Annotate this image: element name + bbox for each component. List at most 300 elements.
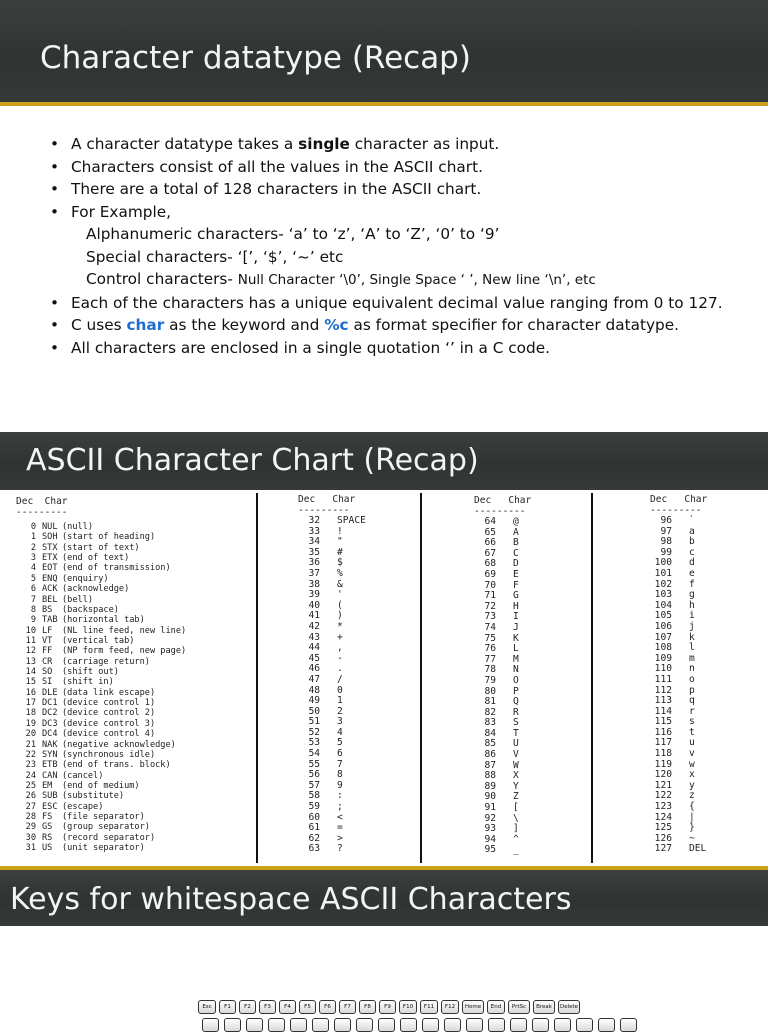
ascii-dec: 84	[484, 727, 496, 739]
ascii-char: ~	[689, 832, 695, 844]
ascii-row	[650, 844, 707, 855]
ascii-dec: 85	[484, 738, 496, 750]
ascii-dec: 38	[308, 578, 320, 590]
key-row2	[334, 1018, 351, 1032]
ascii-row	[474, 771, 531, 782]
key-row2	[312, 1018, 329, 1032]
ascii-char: P	[513, 685, 519, 697]
ascii-dec: 18	[25, 708, 36, 719]
ascii-char: |	[689, 811, 695, 823]
key-row2	[444, 1018, 461, 1032]
ascii-dec: 39	[308, 589, 320, 601]
ascii-dec: 15	[25, 677, 36, 688]
slide1-title: Character datatype (Recap)	[40, 40, 471, 76]
ascii-desc: (shift in)	[62, 677, 114, 688]
ascii-row	[16, 553, 186, 563]
ascii-dec: 3	[30, 553, 36, 564]
ascii-char: !	[337, 525, 343, 537]
ascii-row	[474, 581, 531, 592]
ascii-char: {	[689, 801, 695, 813]
slide2-title-bar	[0, 432, 768, 490]
ascii-abbr: NUL	[42, 522, 58, 532]
key-row2	[620, 1018, 637, 1032]
ascii-dec: 50	[308, 705, 320, 717]
ascii-rows	[298, 516, 366, 855]
ascii-char: F	[513, 579, 519, 591]
ascii-column-64-95	[474, 495, 531, 856]
ascii-dec: 12	[25, 646, 36, 657]
ascii-desc: (device control 4)	[62, 729, 156, 740]
key-f3: F3	[259, 1000, 276, 1014]
ascii-row	[474, 676, 531, 687]
ascii-char: Y	[513, 780, 519, 792]
ascii-row	[474, 845, 531, 856]
ascii-dec: 113	[654, 695, 672, 707]
ascii-dec: 64	[484, 516, 496, 527]
ascii-abbr: US	[42, 843, 53, 854]
ascii-char: *	[337, 620, 343, 632]
ascii-dec: 103	[654, 589, 672, 601]
ascii-dec: 1	[30, 532, 36, 543]
ascii-row	[474, 835, 531, 846]
header-separator: ---------	[16, 507, 68, 518]
ascii-abbr: DC1	[42, 698, 58, 709]
ascii-dec: 47	[308, 673, 320, 685]
key-esc: Esc	[198, 1000, 216, 1014]
ascii-row	[650, 537, 707, 548]
ascii-char: 7	[337, 758, 343, 770]
ascii-char: X	[513, 770, 519, 782]
header-char: Char	[508, 495, 532, 506]
ascii-dec: 28	[25, 812, 36, 823]
ascii-row	[474, 708, 531, 719]
ascii-dec: 95	[484, 844, 496, 856]
ascii-dec: 114	[654, 705, 672, 717]
ascii-dec: 102	[654, 578, 672, 590]
ascii-abbr: SI	[42, 677, 53, 688]
ascii-char: u	[689, 737, 695, 749]
ascii-column-96-127	[650, 494, 707, 855]
ascii-dec: 86	[484, 749, 496, 761]
ascii-char: %	[337, 567, 343, 579]
sub-bullet-alphanumeric: Alphanumeric characters- ‘a’ to ‘z’, ‘A’ to ‘Z’, ‘0’ to ‘9’	[86, 225, 500, 243]
sub-bullet-control	[50, 268, 760, 292]
ascii-dec: 72	[484, 600, 496, 612]
ascii-char: [	[513, 802, 519, 814]
key-delete: Delete	[558, 1000, 580, 1014]
bullet-3: • There are a total of 128 characters in the ASCII chart.	[50, 178, 760, 201]
sub-bullet-control-label: Control characters-	[86, 270, 238, 288]
ascii-dec: 57	[308, 779, 320, 791]
ascii-dec: 40	[308, 599, 320, 611]
ascii-desc: (file separator)	[62, 812, 145, 823]
ascii-row	[474, 602, 531, 613]
ascii-char: 0	[337, 684, 343, 696]
ascii-dec: 88	[484, 770, 496, 782]
header-char: Char	[332, 494, 356, 505]
ascii-row	[16, 740, 186, 750]
ascii-dec: 111	[654, 673, 672, 685]
ascii-desc: (record separator)	[62, 832, 156, 843]
ascii-row	[16, 532, 186, 542]
sub-bullet-special: Special characters- ‘[’, ‘$’, ‘~’ etc	[86, 247, 344, 266]
ascii-desc: (NP form feed, new page)	[62, 646, 187, 657]
ascii-dec: 123	[654, 801, 672, 813]
ascii-char: }	[689, 822, 695, 834]
ascii-abbr: DC2	[42, 708, 58, 719]
ascii-desc: (horizontal tab)	[62, 615, 145, 626]
ascii-abbr: GS	[42, 822, 53, 833]
key-row2	[576, 1018, 593, 1032]
ascii-dec: 22	[25, 749, 36, 760]
ascii-row	[16, 708, 186, 718]
slide1-title-bar	[0, 0, 768, 106]
key-row2	[554, 1018, 571, 1032]
ascii-dec: 43	[308, 631, 320, 643]
key-row2	[488, 1018, 505, 1032]
ascii-row	[474, 729, 531, 740]
bullet-1-bold: single	[298, 135, 350, 153]
ascii-abbr: CAN	[42, 770, 58, 781]
ascii-dec: 68	[484, 558, 496, 570]
bullet-1-text-end: character as input.	[349, 135, 500, 153]
ascii-desc: (group separator)	[62, 822, 150, 833]
ascii-desc: (end of text)	[62, 553, 130, 564]
ascii-dec: 94	[484, 833, 496, 845]
ascii-char: O	[513, 674, 519, 686]
ascii-abbr: FS	[42, 812, 53, 823]
ascii-dec: 104	[654, 599, 672, 611]
ascii-dec: 34	[308, 536, 320, 548]
ascii-rows	[16, 522, 186, 854]
bullet-7: • All characters are enclosed in a single quotation ‘’ in a C code.	[50, 337, 760, 360]
ascii-char: n	[689, 663, 695, 675]
ascii-dec: 9	[30, 615, 36, 626]
ascii-char: &	[337, 578, 343, 590]
keyword-char: char	[126, 316, 165, 334]
ascii-dec: 20	[25, 729, 36, 740]
ascii-abbr: SO	[42, 667, 53, 678]
ascii-abbr: EM	[42, 780, 53, 791]
ascii-dec: 27	[25, 801, 36, 812]
ascii-dec: 126	[654, 832, 672, 844]
ascii-dec: 89	[484, 780, 496, 792]
key-row2	[356, 1018, 373, 1032]
ascii-dec: 4	[30, 563, 36, 574]
ascii-abbr: RS	[42, 832, 53, 843]
ascii-dec: 13	[25, 656, 36, 667]
ascii-dec: 122	[654, 790, 672, 802]
ascii-row	[474, 687, 531, 698]
ascii-dec: 23	[25, 760, 36, 771]
ascii-char: 9	[337, 779, 343, 791]
ascii-char: L	[513, 643, 519, 655]
ascii-dec: 79	[484, 674, 496, 686]
ascii-row	[16, 574, 186, 584]
key-row2	[510, 1018, 527, 1032]
ascii-char: e	[689, 567, 695, 579]
header-dec: Dec	[474, 495, 492, 506]
bullet-6	[50, 314, 760, 337]
ascii-desc: (carriage return)	[62, 656, 150, 667]
ascii-dec: 54	[308, 748, 320, 760]
ascii-abbr: BS	[42, 604, 53, 615]
ascii-desc: (synchronous idle)	[62, 749, 156, 760]
slide2-title: ASCII Character Chart (Recap)	[26, 443, 479, 478]
ascii-char: #	[337, 546, 343, 558]
ascii-char: g	[689, 589, 695, 601]
ascii-row	[16, 812, 186, 822]
ascii-row	[474, 538, 531, 549]
ascii-dec: 36	[308, 557, 320, 569]
ascii-dec: 29	[25, 822, 36, 833]
ascii-dec: 35	[308, 546, 320, 558]
ascii-char: H	[513, 600, 519, 612]
key-row2	[400, 1018, 417, 1032]
ascii-dec: 99	[660, 546, 672, 558]
ascii-desc: (acknowledge)	[62, 584, 130, 595]
ascii-char: 3	[337, 716, 343, 728]
ascii-char: Z	[513, 791, 519, 803]
ascii-char: p	[689, 684, 695, 696]
ascii-row	[650, 516, 707, 527]
ascii-row	[16, 719, 186, 729]
ascii-char: `	[689, 515, 695, 526]
ascii-char: ,	[337, 642, 343, 654]
ascii-dec: 6	[30, 584, 36, 595]
key-f6: F6	[319, 1000, 336, 1014]
ascii-dec: 32	[308, 515, 320, 526]
ascii-row	[16, 760, 186, 770]
slide1-bullet-list	[50, 133, 760, 359]
ascii-row	[16, 657, 186, 667]
ascii-dec: 8	[30, 604, 36, 615]
ascii-row	[474, 570, 531, 581]
ascii-row	[474, 517, 531, 528]
ascii-char: <	[337, 811, 343, 823]
ascii-char: i	[689, 610, 695, 622]
ascii-abbr: ENQ	[42, 573, 58, 584]
ascii-row	[474, 644, 531, 655]
ascii-char: r	[689, 705, 695, 717]
ascii-row	[16, 595, 186, 605]
ascii-rows	[650, 516, 707, 855]
ascii-dec: 65	[484, 526, 496, 538]
ascii-dec: 76	[484, 643, 496, 655]
ascii-row	[474, 549, 531, 560]
slide1-divider	[0, 102, 768, 106]
ascii-abbr: DC3	[42, 718, 58, 729]
format-specifier: %c	[324, 316, 349, 334]
ascii-dec: 61	[308, 822, 320, 834]
key-f5: F5	[299, 1000, 316, 1014]
ascii-char: U	[513, 738, 519, 750]
ascii-char: A	[513, 526, 519, 538]
ascii-dec: 93	[484, 823, 496, 835]
ascii-char: f	[689, 578, 695, 590]
key-row2	[268, 1018, 285, 1032]
ascii-dec: 42	[308, 620, 320, 632]
ascii-desc: (end of medium)	[62, 780, 140, 791]
ascii-row	[298, 516, 366, 527]
ascii-char: SPACE	[337, 515, 366, 526]
ascii-char: /	[337, 673, 343, 685]
column-header	[650, 494, 707, 505]
ascii-row	[298, 844, 366, 855]
ascii-dec: 110	[654, 663, 672, 675]
key-row2	[422, 1018, 439, 1032]
ascii-char: -	[337, 652, 343, 664]
key-f4: F4	[279, 1000, 296, 1014]
ascii-char: Q	[513, 696, 519, 708]
ascii-char: >	[337, 832, 343, 844]
ascii-dec: 91	[484, 802, 496, 814]
ascii-abbr: LF	[42, 625, 53, 636]
key-row2	[598, 1018, 615, 1032]
ascii-dec: 51	[308, 716, 320, 728]
ascii-abbr: ETX	[42, 553, 58, 564]
column-divider	[256, 493, 258, 863]
ascii-row	[16, 667, 186, 677]
bullet-6-text: C uses	[71, 316, 127, 334]
ascii-row	[474, 761, 531, 772]
ascii-dec: 21	[25, 739, 36, 750]
ascii-char: v	[689, 748, 695, 760]
ascii-char: R	[513, 706, 519, 718]
ascii-dec: 105	[654, 610, 672, 622]
ascii-row	[474, 591, 531, 602]
ascii-char: q	[689, 695, 695, 707]
ascii-dec: 14	[25, 667, 36, 678]
column-divider	[591, 493, 593, 863]
ascii-char: x	[689, 769, 695, 781]
ascii-desc: (data link escape)	[62, 687, 156, 698]
key-f11: F11	[420, 1000, 438, 1014]
key-break: Break	[533, 1000, 555, 1014]
ascii-char: j	[689, 620, 695, 632]
ascii-dec: 5	[30, 573, 36, 584]
ascii-row	[16, 626, 186, 636]
header-separator: ---------	[474, 506, 526, 517]
header-dec: Dec	[16, 496, 34, 507]
ascii-dec: 87	[484, 759, 496, 771]
ascii-desc: (vertical tab)	[62, 635, 135, 646]
ascii-row	[16, 543, 186, 553]
ascii-dec: 81	[484, 696, 496, 708]
ascii-dec: 117	[654, 737, 672, 749]
ascii-char: \	[513, 812, 519, 824]
ascii-dec: 119	[654, 758, 672, 770]
ascii-desc: (unit separator)	[62, 843, 145, 854]
ascii-char: 2	[337, 705, 343, 717]
slide3-title: Keys for whitespace ASCII Characters	[10, 882, 572, 917]
ascii-desc: (start of heading)	[62, 532, 156, 543]
ascii-rows	[474, 517, 531, 856]
ascii-char: M	[513, 653, 519, 665]
ascii-char: o	[689, 673, 695, 685]
ascii-char: )	[337, 610, 343, 622]
ascii-dec: 52	[308, 726, 320, 738]
ascii-dec: 62	[308, 832, 320, 844]
ascii-char: @	[513, 516, 519, 527]
ascii-abbr: TAB	[42, 615, 58, 626]
ascii-desc: (negative acknowledge)	[62, 739, 176, 750]
ascii-desc: (NL line feed, new line)	[62, 625, 187, 636]
ascii-desc: (device control 3)	[62, 718, 156, 729]
ascii-row	[474, 612, 531, 623]
header-separator: ---------	[298, 505, 350, 516]
ascii-char: d	[689, 557, 695, 569]
ascii-dec: 24	[25, 770, 36, 781]
ascii-char: 1	[337, 695, 343, 707]
ascii-desc: (backspace)	[62, 604, 119, 615]
key-row2	[378, 1018, 395, 1032]
ascii-char: m	[689, 652, 695, 664]
ascii-desc: (bell)	[62, 594, 94, 605]
ascii-dec: 45	[308, 652, 320, 664]
ascii-char: .	[337, 663, 343, 675]
ascii-row	[474, 739, 531, 750]
ascii-dec: 7	[30, 594, 36, 605]
ascii-abbr: STX	[42, 542, 58, 553]
ascii-row	[298, 569, 366, 580]
ascii-row	[298, 622, 366, 633]
key-row2	[224, 1018, 241, 1032]
ascii-char: h	[689, 599, 695, 611]
ascii-row	[16, 584, 186, 594]
ascii-dec: 71	[484, 590, 496, 602]
ascii-char: b	[689, 536, 695, 548]
ascii-dec: 116	[654, 726, 672, 738]
ascii-dec: 67	[484, 547, 496, 559]
bullet-4: • For Example,	[50, 201, 760, 224]
ascii-abbr: SOH	[42, 532, 58, 543]
ascii-abbr: EOT	[42, 563, 58, 574]
ascii-desc: (escape)	[62, 801, 104, 812]
ascii-char: 5	[337, 737, 343, 749]
ascii-row	[16, 843, 186, 853]
key-row2	[466, 1018, 483, 1032]
ascii-row	[650, 527, 707, 538]
ascii-row	[474, 814, 531, 825]
ascii-dec: 90	[484, 791, 496, 803]
ascii-dec: 56	[308, 769, 320, 781]
ascii-desc: (shift out)	[62, 667, 119, 678]
ascii-abbr: SUB	[42, 791, 58, 802]
ascii-desc: (null)	[62, 522, 94, 532]
key-f1: F1	[219, 1000, 236, 1014]
ascii-desc: (device control 1)	[62, 698, 156, 709]
ascii-dec: 75	[484, 632, 496, 644]
ascii-char: s	[689, 716, 695, 728]
ascii-dec: 108	[654, 642, 672, 654]
ascii-dec: 60	[308, 811, 320, 823]
ascii-row	[474, 623, 531, 634]
column-header	[298, 494, 366, 505]
header-dec: Dec	[650, 494, 668, 505]
ascii-dec: 46	[308, 663, 320, 675]
ascii-row	[16, 833, 186, 843]
header-separator: ---------	[650, 505, 702, 516]
ascii-dec: 48	[308, 684, 320, 696]
ascii-abbr: ESC	[42, 801, 58, 812]
ascii-char: B	[513, 537, 519, 549]
ascii-row	[474, 803, 531, 814]
ascii-dec: 83	[484, 717, 496, 729]
key-prtsc: PrtSc	[508, 1000, 530, 1014]
ascii-dec: 73	[484, 611, 496, 623]
header-char: Char	[684, 494, 708, 505]
